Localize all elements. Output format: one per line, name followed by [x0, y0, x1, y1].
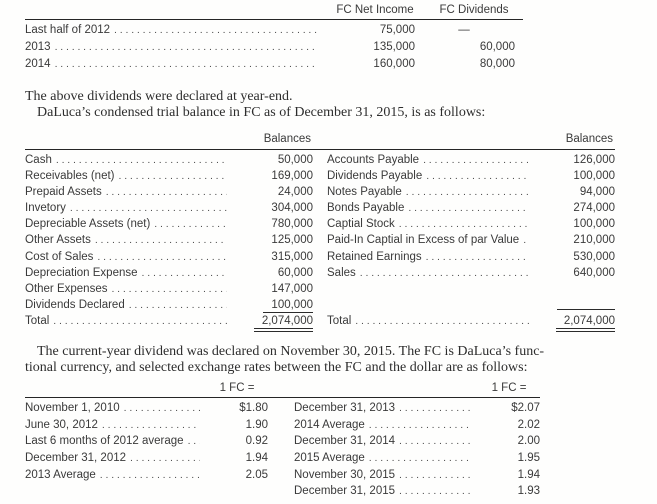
dot-leader — [95, 234, 227, 246]
net-income-value: 75,000 — [379, 24, 415, 36]
tb-row-amount: 125,000 — [271, 234, 313, 247]
trial-balance-header-row — [25, 133, 615, 149]
tb-row-label: Captial Stock — [327, 218, 395, 231]
exchange-left-column — [25, 402, 268, 502]
exchange-row — [294, 402, 540, 419]
income-row-label: Last half of 2012 — [25, 24, 111, 36]
tb-row — [327, 234, 615, 250]
income-row-label: 2013 — [25, 41, 51, 53]
dot-leader — [355, 315, 529, 327]
tb-row-amount: 50,000 — [277, 154, 313, 166]
fc-rate-header-right: 1 FC = — [491, 382, 527, 395]
tb-total-label: Total — [25, 314, 50, 327]
income-row — [25, 58, 523, 75]
exchange-row-label: June 30, 2012 — [25, 418, 98, 431]
dividends-value: — — [458, 24, 470, 36]
dot-leader — [56, 154, 227, 166]
exchange-rate-value: 1.90 — [245, 418, 268, 431]
dot-leader — [399, 402, 472, 414]
dividends-value: 60,000 — [479, 41, 515, 53]
tb-row-amount: 100,000 — [235, 299, 313, 311]
dot-leader — [114, 24, 317, 36]
tb-row — [25, 218, 313, 234]
tb-row-amount: 315,000 — [271, 250, 313, 263]
tb-row-label: Prepaid Assets — [25, 186, 102, 199]
dot-leader — [97, 251, 227, 263]
tb-row-label: Bonds Payable — [327, 202, 405, 215]
note-dividends-declared: The above dividends were declared at year-end. — [25, 89, 293, 104]
dot-leader — [426, 251, 529, 263]
tb-total-amount: 2,074,000 — [537, 315, 615, 327]
tb-row-amount: 24,000 — [277, 186, 313, 199]
narrative-line-2: tional currency, and selected exchange rates between the FC and the dollar are as follows: — [25, 359, 528, 375]
exchange-row — [25, 452, 268, 469]
tb-row — [327, 186, 615, 202]
tb-row-amount: 530,000 — [573, 250, 615, 263]
dot-leader — [55, 58, 317, 70]
tb-total-label: Total — [327, 314, 352, 327]
dot-leader — [369, 452, 472, 464]
exchange-row — [25, 419, 268, 436]
tb-row-label: Other Expenses — [25, 282, 108, 295]
tb-total-row — [327, 315, 615, 331]
exchange-row-label: Last 6 months of 2012 average — [25, 435, 184, 448]
tb-row-label: Receivables (net) — [25, 170, 115, 183]
tb-row — [25, 170, 313, 186]
dot-leader — [423, 154, 529, 166]
dot-leader — [408, 202, 529, 214]
tb-row-label: Depreciation Expense — [25, 266, 138, 279]
tb-row-label: Sales — [327, 266, 356, 279]
exchange-table-header-row — [25, 382, 540, 397]
exchange-row-label: December 31, 2012 — [25, 452, 127, 465]
dot-leader — [106, 186, 227, 198]
dot-leader — [406, 186, 529, 198]
exchange-rate-value: 1.95 — [517, 452, 540, 465]
dot-leader — [360, 267, 529, 279]
trial-balance-right-column — [327, 154, 615, 331]
dot-leader — [100, 469, 200, 481]
tb-row-label: Cost of Sales — [25, 250, 94, 263]
tb-row-amount: 210,000 — [573, 234, 615, 247]
tb-row-label: Cash — [25, 154, 52, 166]
exchange-row — [294, 419, 540, 436]
exchange-row-label: November 1, 2010 — [25, 402, 120, 415]
income-row-label: 2014 — [25, 58, 51, 70]
fc-rate-header-left: 1 FC = — [219, 382, 255, 395]
exchange-row — [25, 402, 268, 419]
tb-total-amount: 2,074,000 — [235, 315, 313, 327]
exchange-row — [25, 435, 268, 452]
income-table-header-row — [25, 4, 523, 19]
exchange-row-label: 2014 Average — [294, 418, 365, 431]
tb-row — [25, 283, 313, 299]
dot-leader — [188, 435, 200, 447]
exchange-right-column — [294, 402, 540, 502]
total-rule — [557, 299, 615, 310]
net-income-value: 160,000 — [373, 58, 415, 70]
dot-leader — [130, 452, 200, 464]
tb-row-label: Retained Earnings — [327, 250, 422, 263]
tb-row-amount: 169,000 — [271, 170, 313, 183]
tb-row-label: Dividends Declared — [25, 298, 125, 311]
tb-row — [327, 170, 615, 186]
income-row — [25, 24, 523, 41]
tb-row-label: Dividends Payable — [327, 170, 423, 183]
exchange-row-label: 2013 Average — [25, 468, 96, 481]
tb-row-amount: 640,000 — [573, 266, 615, 279]
exchange-rate-value: $1.80 — [239, 402, 268, 415]
tb-row-amount: 780,000 — [271, 218, 313, 231]
exchange-row — [294, 452, 540, 469]
dot-leader — [523, 234, 529, 246]
exchange-row-label: December 31, 2014 — [294, 435, 396, 448]
tb-row-label: Accounts Payable — [327, 154, 420, 166]
balances-header-right: Balances — [565, 133, 613, 145]
dot-leader — [426, 170, 529, 182]
exchange-row — [294, 435, 540, 452]
tb-row — [327, 154, 615, 170]
tb-total-row — [25, 315, 313, 331]
balances-header-left: Balances — [263, 133, 311, 145]
income-row — [25, 41, 523, 58]
exchange-row — [25, 469, 268, 486]
tb-spacer-row — [327, 283, 615, 299]
tb-row — [25, 154, 313, 170]
exchange-rate-value: 0.92 — [245, 435, 268, 448]
exchange-row-label: December 31, 2013 — [294, 402, 396, 415]
tb-row — [25, 234, 313, 250]
exchange-rate-value: 1.94 — [517, 468, 540, 481]
net-income-value: 135,000 — [373, 41, 415, 53]
tb-row — [25, 202, 313, 218]
tb-row-label: Other Assets — [25, 234, 91, 247]
exchange-rate-value: 1.94 — [245, 452, 268, 465]
exchange-rate-value: 2.00 — [517, 435, 540, 448]
dot-leader — [53, 315, 227, 327]
tb-row — [25, 299, 313, 315]
dividends-column-header: FC Dividends — [439, 4, 509, 16]
tb-row — [327, 202, 615, 218]
tb-row-label: Invetory — [25, 202, 66, 215]
exchange-row — [294, 485, 540, 502]
tb-row-label: Notes Payable — [327, 186, 402, 199]
dot-leader — [154, 218, 227, 230]
exchange-rate-value: 2.02 — [517, 418, 540, 431]
tb-row — [25, 186, 313, 202]
tb-row — [327, 267, 615, 283]
dividends-value: 80,000 — [479, 58, 515, 70]
tb-row-label: Depreciable Assets (net) — [25, 218, 151, 231]
dot-leader — [399, 435, 472, 447]
tb-total-rule-row — [327, 299, 615, 315]
exchange-rate-value: $2.07 — [511, 402, 540, 415]
dot-leader — [124, 402, 200, 414]
exchange-row — [294, 469, 540, 486]
dot-leader — [399, 469, 472, 481]
tb-row-amount: 304,000 — [271, 202, 313, 215]
dot-leader — [70, 202, 227, 214]
tb-row — [327, 251, 615, 267]
income-dividends-table — [25, 4, 523, 75]
exchange-row-label: 2015 Average — [294, 452, 365, 465]
dot-leader — [399, 218, 529, 230]
dot-leader — [142, 267, 227, 279]
dot-leader — [399, 485, 472, 497]
dot-leader — [55, 41, 317, 53]
dot-leader — [102, 419, 200, 431]
net-income-column-header: FC Net Income — [336, 4, 414, 16]
tb-row-amount: 100,000 — [573, 170, 615, 183]
tb-row-amount: 126,000 — [573, 154, 615, 166]
tb-row-amount: 147,000 — [271, 282, 313, 295]
dot-leader — [369, 419, 472, 431]
tb-row-amount: 60,000 — [277, 266, 313, 279]
tb-row-amount: 274,000 — [573, 202, 615, 215]
exchange-row-label: November 30, 2015 — [294, 468, 396, 481]
exchange-rate-value: 1.93 — [517, 485, 540, 498]
tb-row-amount: 100,000 — [573, 218, 615, 231]
tb-row — [25, 267, 313, 283]
narrative-line-1: The current-year dividend was declared on November 30, 2015. The FC is DaLuca’s func- — [37, 344, 545, 360]
exchange-rate-value: 2.05 — [245, 468, 268, 481]
exchange-rate-table — [25, 382, 540, 502]
tb-row — [327, 218, 615, 234]
tb-row — [25, 251, 313, 267]
tb-row-amount: 94,000 — [579, 186, 615, 199]
exchange-row-label: December 31, 2015 — [294, 485, 396, 498]
trial-balance-left-column — [25, 154, 313, 331]
note-trial-balance-intro: DaLuca’s condensed trial balance in FC as of December 31, 2015, is as follows: — [37, 104, 486, 120]
trial-balance-table — [25, 133, 615, 331]
dot-leader — [111, 283, 227, 295]
tb-row-label: Paid-In Captial in Excess of par Value — [327, 234, 520, 247]
dot-leader — [118, 170, 227, 182]
dot-leader — [129, 299, 227, 311]
